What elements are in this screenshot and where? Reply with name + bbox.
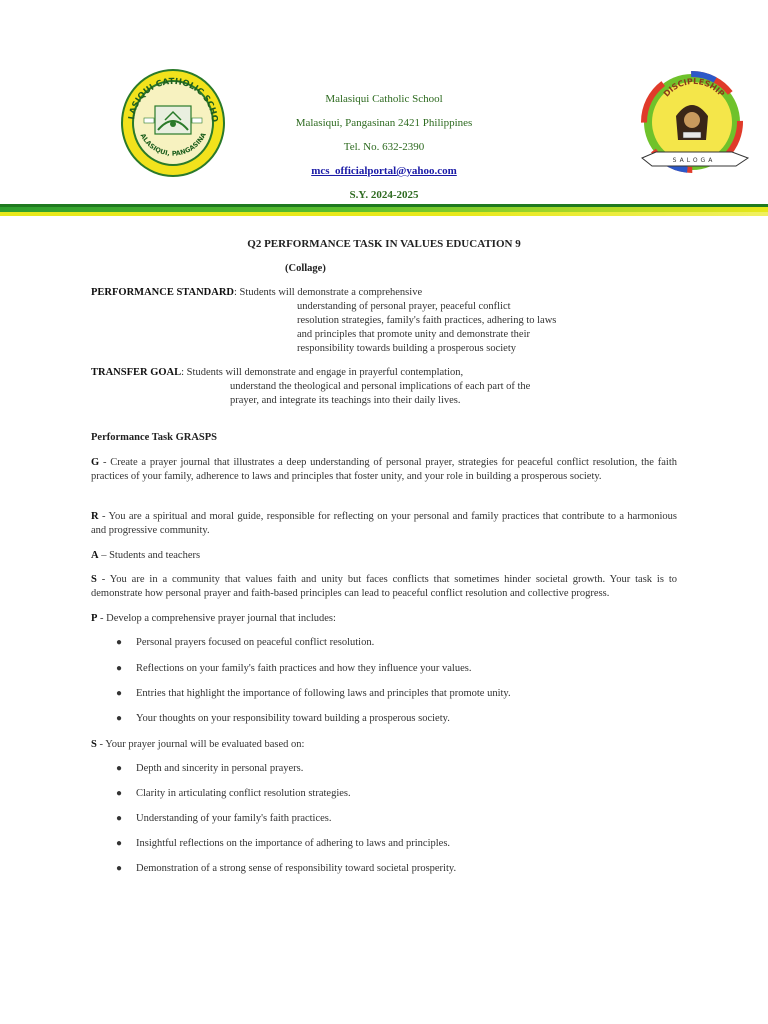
product-list-item: ● Your thoughts on your responsibility toward building a prosperous society. — [116, 713, 450, 724]
svg-text:SALOGA: SALOGA — [672, 157, 716, 164]
grasps-goal: G - Create a prayer journal that illustrates a deep understanding of personal prayer, strategies for peaceful conflict resolution, the faith practices of your family, adherence to laws and principles that foster unity, and your role in building a prosperous society. — [91, 457, 677, 482]
svg-text:DISCIPLESHIP: DISCIPLESHIP — [661, 76, 727, 99]
header-band-yellow — [0, 212, 768, 216]
transfer-goal: TRANSFER GOAL: Students will demonstrate and engage in prayerful contemplation, understand the theological and personal implications of each part of the prayer, and integrate its teachings into their daily lives. — [91, 367, 531, 406]
grasps-role: R - You are a spiritual and moral guide, responsible for reflecting on your personal and family practices that contribute to a harmonious and progressive community. — [91, 511, 677, 536]
performance-standard: PERFORMANCE STANDARD: Students will demonstrate a comprehensive understanding of personal prayer, peaceful conflict resolution strategies, family's faith practices, adhering to laws and principles that promote unity and demonstrate their responsibility towards building a prosperous society — [91, 287, 557, 354]
grasps-audience: A – Students and teachers — [91, 550, 201, 561]
grasps-standards: S - Your prayer journal will be evaluated based on: — [91, 739, 305, 750]
school-telephone: Tel. No. 632-2390 — [343, 141, 425, 153]
product-list-item: ● Entries that highlight the importance of following laws and principles that promote unity. — [116, 688, 511, 699]
standards-list-item: ● Demonstration of a strong sense of responsibility toward societal prosperity. — [116, 863, 457, 874]
school-email-link[interactable]: mcs_officialportal@yahoo.com — [311, 165, 457, 177]
standards-list-item: ● Depth and sincerity in personal prayers. — [116, 763, 304, 774]
svg-text:MALASIQUI, PANGASINAN: ALASIQUI, PANGASINA — [138, 131, 208, 158]
grasps-heading: Performance Task GRASPS — [91, 432, 217, 443]
school-address: Malasiqui, Pangasinan 2421 Philippines — [295, 117, 473, 129]
standards-list-item: ● Understanding of your family's faith practices. — [116, 813, 332, 824]
grasps-situation: S - You are in a community that values faith and unity but faces conflicts that sometimes hinder societal growth. Your task is to demonstrate how personal prayer and faith-based principles can lead to peaceful conflict resolution and collective progress. — [91, 574, 677, 599]
grasps-product: P - Develop a comprehensive prayer journal that includes: — [91, 613, 336, 624]
product-list-item: ● Reflections on your family's faith practices and how they influence your values. — [116, 663, 472, 674]
transfer-goal-label: TRANSFER GOAL — [91, 367, 182, 378]
standards-list-item: ● Insightful reflections on the importance of adhering to laws and principles. — [116, 838, 451, 849]
product-list-item: ● Personal prayers focused on peaceful conflict resolution. — [116, 637, 375, 648]
page-subtitle: (Collage) — [285, 263, 326, 274]
performance-standard-label: PERFORMANCE STANDARD — [91, 287, 235, 298]
standards-list-item: ● Clarity in articulating conflict resolution strategies. — [116, 788, 351, 799]
page-title: Q2 PERFORMANCE TASK IN VALUES EDUCATION 9 — [247, 238, 521, 250]
school-name: Malasiqui Catholic School — [325, 93, 443, 105]
svg-text:MALASIQUI CATHOLIC SCHOOL: LASIQUI CATHOLIC SCHO — [127, 76, 220, 123]
school-year: S.Y. 2024-2025 — [349, 189, 419, 201]
